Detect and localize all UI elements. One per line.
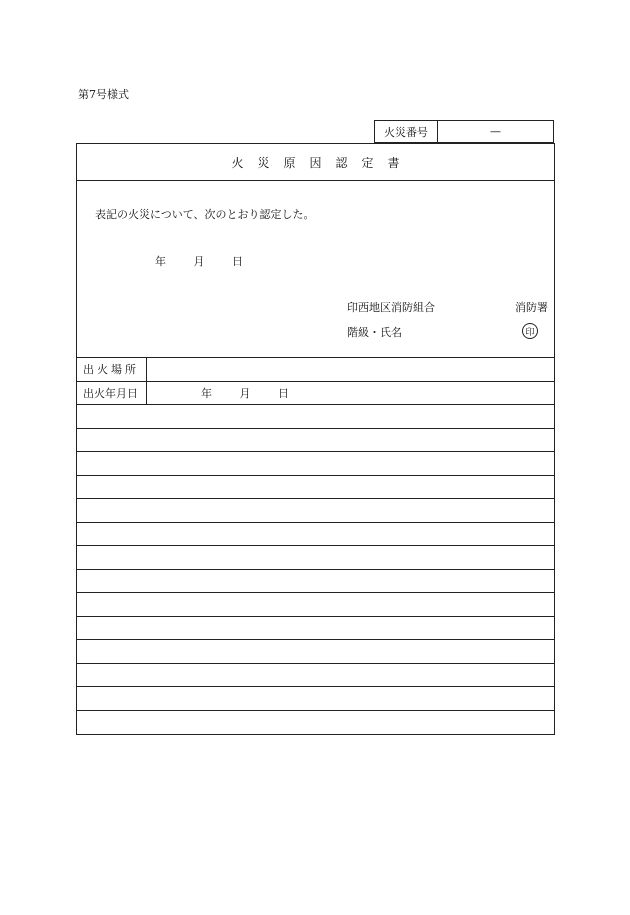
fire-number-box	[374, 120, 554, 143]
blank-row[interactable]	[77, 593, 554, 617]
fire-number-label: 火災番号	[375, 121, 438, 142]
fire-number-value[interactable]: —	[490, 125, 501, 138]
department-name: 消防署	[515, 301, 548, 314]
blank-row[interactable]	[77, 523, 554, 547]
fire-date-label: 出火年月日	[77, 382, 147, 405]
blank-row[interactable]	[77, 664, 554, 688]
blank-row[interactable]	[77, 640, 554, 664]
blank-row[interactable]	[77, 711, 554, 735]
fire-location-row	[77, 358, 554, 382]
seal-icon: 印	[522, 323, 538, 339]
blank-row[interactable]	[77, 570, 554, 594]
certification-date[interactable]	[155, 253, 267, 269]
fire-location-label: 出火場所	[77, 358, 147, 381]
certificate-form	[76, 143, 555, 735]
organization-name: 印西地区消防組合	[347, 301, 435, 314]
blank-row[interactable]	[77, 405, 554, 429]
fire-location-value[interactable]	[147, 358, 554, 381]
document-title: 火災原因認定書	[77, 144, 554, 181]
fire-date-value[interactable]	[147, 382, 554, 405]
blank-row[interactable]	[77, 476, 554, 500]
certification-section	[77, 181, 554, 358]
blank-row[interactable]	[77, 617, 554, 641]
blank-row[interactable]	[77, 687, 554, 711]
fire-day-label: 日	[278, 386, 289, 400]
fire-month-label: 月	[239, 386, 251, 400]
certification-statement: 表記の火災について、次のとおり認定した。	[95, 208, 315, 221]
blank-rows	[77, 405, 554, 734]
blank-row[interactable]	[77, 429, 554, 453]
fire-date-row	[77, 382, 554, 406]
rank-name-label: 階級・氏名	[347, 326, 402, 339]
blank-row[interactable]	[77, 452, 554, 476]
form-number-label: 第7号様式	[78, 88, 129, 101]
blank-row[interactable]	[77, 546, 554, 570]
blank-row[interactable]	[77, 499, 554, 523]
fire-year-label: 年	[201, 386, 212, 400]
year-label: 年	[155, 255, 166, 268]
day-label: 日	[232, 255, 243, 268]
month-label: 月	[193, 255, 205, 268]
